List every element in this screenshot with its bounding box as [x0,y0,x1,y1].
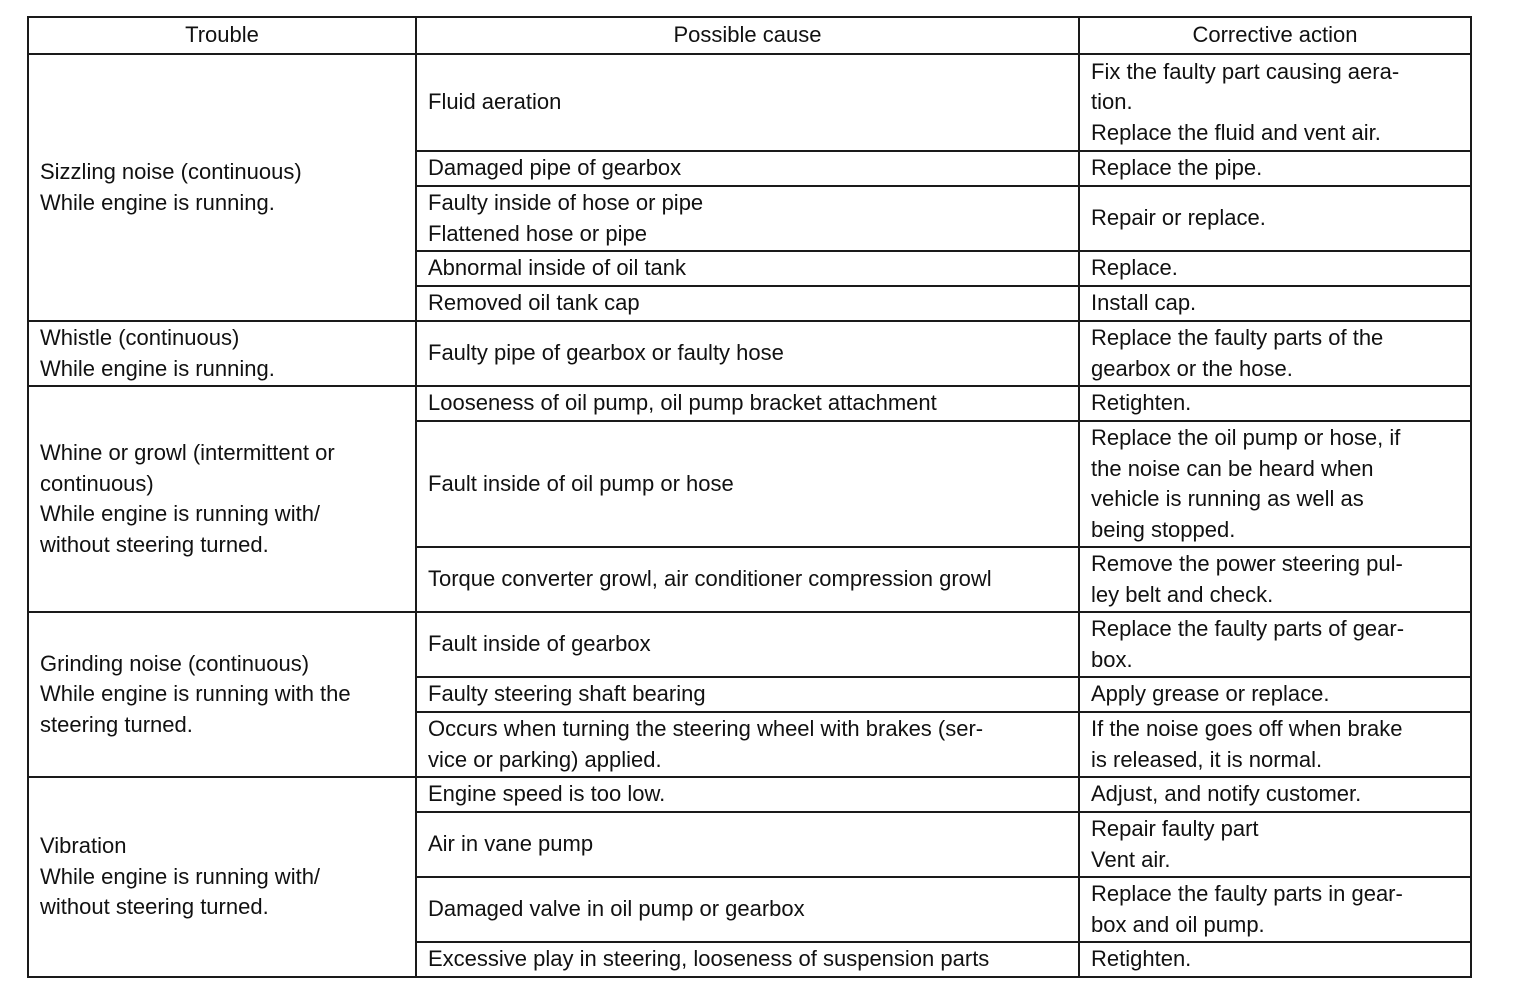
action-cell: Replace the oil pump or hose, if the noise can be heard when vehicle is running as well as being stopped. [1079,421,1471,547]
cause-cell: Faulty inside of hose or pipe Flattened hose or pipe [416,186,1079,251]
cause-cell: Fault inside of oil pump or hose [416,421,1079,547]
cause-cell: Damaged pipe of gearbox [416,151,1079,186]
table-row [28,54,1471,151]
trouble-cell: Whine or growl (intermittent or continuous) While engine is running with/ without steering turned. [28,386,416,612]
action-cell: Replace the pipe. [1079,151,1471,186]
cause-cell: Air in vane pump [416,812,1079,877]
action-cell: Replace. [1079,251,1471,286]
cause-cell: Excessive play in steering, looseness of suspension parts [416,942,1079,977]
action-cell: Install cap. [1079,286,1471,321]
action-cell: Replace the faulty parts in gear- box and oil pump. [1079,877,1471,942]
action-cell: Adjust, and notify customer. [1079,777,1471,812]
cause-cell: Occurs when turning the steering wheel with brakes (ser- vice or parking) applied. [416,712,1079,777]
cause-cell: Faulty pipe of gearbox or faulty hose [416,321,1079,386]
cause-cell: Looseness of oil pump, oil pump bracket attachment [416,386,1079,421]
cause-cell: Faulty steering shaft bearing [416,677,1079,712]
troubleshooting-table [27,16,1472,978]
action-cell: If the noise goes off when brake is released, it is normal. [1079,712,1471,777]
action-cell: Repair faulty part Vent air. [1079,812,1471,877]
trouble-cell: Vibration While engine is running with/ without steering turned. [28,777,416,977]
action-cell: Fix the faulty part causing aera- tion. Replace the fluid and vent air. [1079,54,1471,151]
table-row [28,321,1471,386]
cause-cell: Fault inside of gearbox [416,612,1079,677]
cause-cell: Torque converter growl, air conditioner compression growl [416,547,1079,612]
action-cell: Replace the faulty parts of the gearbox or the hose. [1079,321,1471,386]
cause-cell: Removed oil tank cap [416,286,1079,321]
cause-cell: Damaged valve in oil pump or gearbox [416,877,1079,942]
table-row [28,777,1471,812]
action-cell: Repair or replace. [1079,186,1471,251]
cause-cell: Abnormal inside of oil tank [416,251,1079,286]
cause-cell: Engine speed is too low. [416,777,1079,812]
table-row [28,386,1471,421]
trouble-cell: Grinding noise (continuous) While engine is running with the steering turned. [28,612,416,777]
action-cell: Retighten. [1079,386,1471,421]
action-cell: Retighten. [1079,942,1471,977]
header-trouble: Trouble [28,17,416,54]
trouble-cell: Sizzling noise (continuous) While engine is running. [28,54,416,321]
header-possible-cause: Possible cause [416,17,1079,54]
header-row [28,17,1471,54]
action-cell: Remove the power steering pul- ley belt and check. [1079,547,1471,612]
table-row [28,612,1471,677]
header-corrective-action: Corrective action [1079,17,1471,54]
cause-cell: Fluid aeration [416,54,1079,151]
action-cell: Replace the faulty parts of gear- box. [1079,612,1471,677]
trouble-cell: Whistle (continuous) While engine is running. [28,321,416,386]
action-cell: Apply grease or replace. [1079,677,1471,712]
